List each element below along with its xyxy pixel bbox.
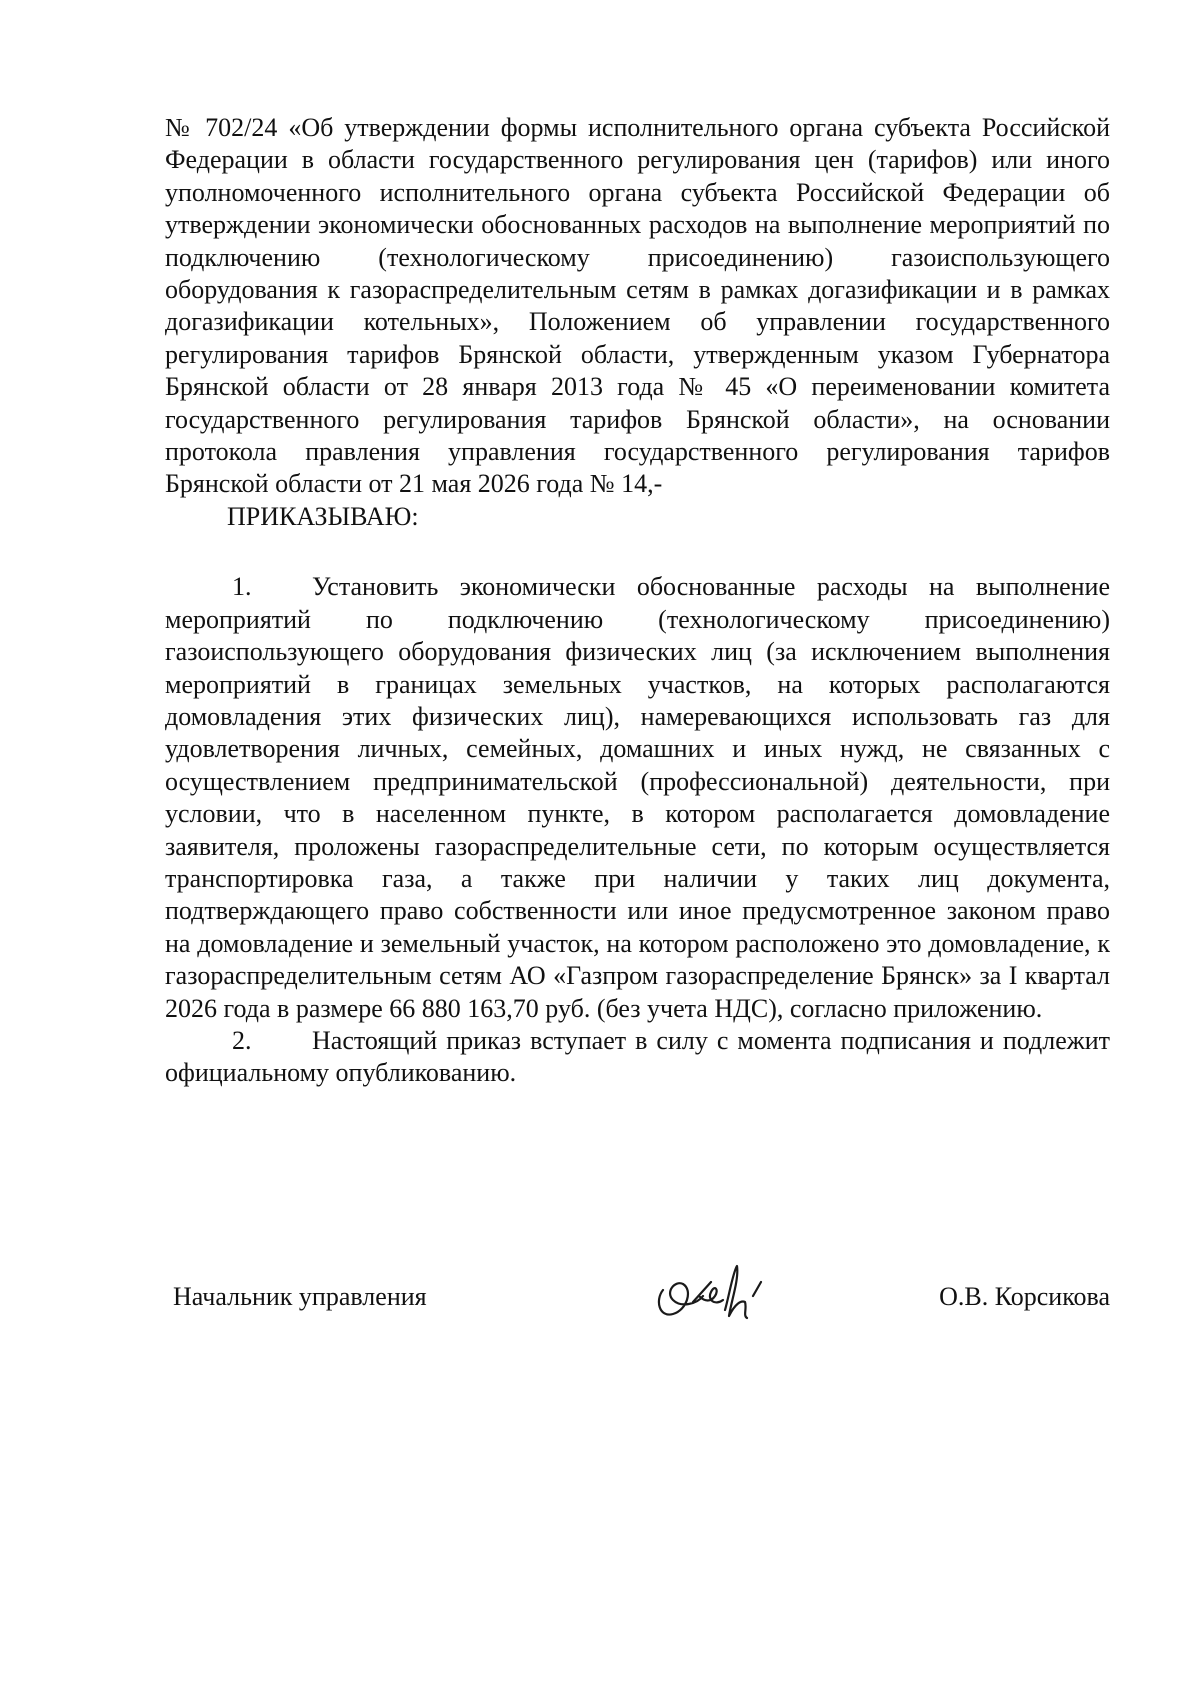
signatory-title: Начальник управления <box>173 1282 427 1311</box>
order-item-1 <box>165 571 1110 1025</box>
document-body <box>165 112 1110 1090</box>
intro-paragraph: № 702/24 «Об утверждении формы исполнительного органа субъекта Российской Федерации в области государственного регулирования цен (тарифов) или иного уполномоченного исполнительного органа субъекта Российской Федерации об утверждении экономически обоснованных расходов на выполнение мероприятий по подключению (технологическому присоединению) газоиспользующего оборудования к газораспределительным сетям в рамках догазификации и в рамках догазификации котельных», Положением об управлении государственного регулирования тарифов Брянской области, утвержденным указом Губернатора Брянской области от 28 января 2013 года № 45 «О переименовании комитета государственного регулирования тарифов Брянской области», на основании протокола правления управления государственного регулирования тарифов Брянской области от 21 мая 2026 года № 14,- <box>165 113 1110 499</box>
order-item-text: Настоящий приказ вступает в силу с момента подписания и подлежит официальному опубликованию. <box>165 1025 1110 1088</box>
order-heading: ПРИКАЗЫВАЮ: <box>227 501 419 531</box>
signature-block <box>165 1252 1110 1332</box>
order-item-number: 2. <box>232 1025 252 1055</box>
order-item-number: 1. <box>232 572 252 602</box>
order-item-text: Установить экономически обоснованные расходы на выполнение мероприятий по подключению (технологическому присоединению) газоиспользующего оборудования физических лиц (за исключением выполнения мероприятий в границах земельных участков, на которых располагаются домовладения этих физических лиц), намеревающихся использовать газ для удовлетворения личных, семейных, домашних и иных нужд, не связанных с осуществлением предпринимательской (профессиональной) деятельности, при условии, что в населенном пункте, в котором располагается домовладение заявителя, проложены газораспределительные сети, по которым осуществляется транспортировка газа, а также при наличии у таких лиц документа, подтверждающего право собственности или иное предусмотренное законом право на домовладение и земельный участок, на котором расположено это домовладение, к газораспределительным сетям АО «Газпром газораспределение Брянск» за I квартал 2026 года в размере 66 880 163,70 руб. (без учета НДС), согласно приложению. <box>165 572 1110 1023</box>
order-item-2 <box>165 1025 1110 1090</box>
signatory-name: О.В. Корсикова <box>939 1282 1110 1311</box>
handwritten-signature-icon <box>645 1252 785 1332</box>
